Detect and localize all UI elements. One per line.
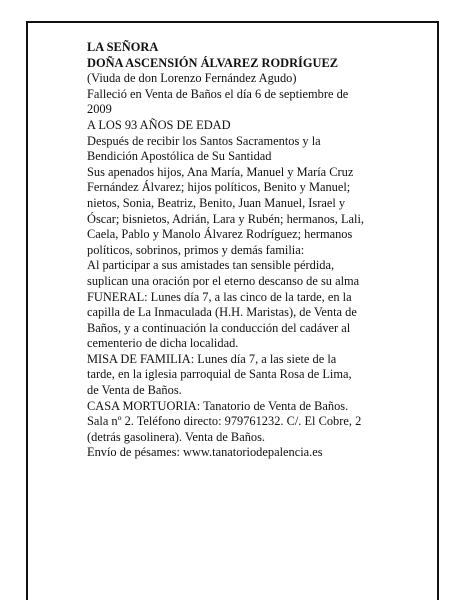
funeral-line: cementerio de dicha localidad. <box>87 336 239 351</box>
age-line: A LOS 93 AÑOS DE EDAD <box>87 117 231 132</box>
family-mass-line: tarde, en la iglesia parroquial de Santa Rosa de Lima, <box>87 367 352 382</box>
family-line: Caela, Pablo y Manolo Álvarez Rodríguez; hermanos <box>87 227 353 242</box>
prayer-request-line: suplican una oración por el eterno descanso de su alma <box>87 273 360 288</box>
family-mass-line: de Venta de Baños. <box>87 383 182 398</box>
family-line: Óscar; bisnietos, Adrián, Lara y Rubén; hermanos, Lali, <box>87 211 364 226</box>
death-date-line: Falleció en Venta de Baños el día 6 de septiembre de <box>87 86 349 101</box>
death-year-line: 2009 <box>87 102 112 117</box>
funeral-home-line: CASA MORTUORIA: Tanatorio de Venta de Baños. <box>87 398 349 413</box>
funeral-home-line: Sala nº 2. Teléfono directo: 979761232. C/. El Cobre, 2 <box>87 414 362 429</box>
family-line: políticos, sobrinos, primos y demás familia: <box>87 242 305 257</box>
funeral-line: FUNERAL: Lunes día 7, a las cinco de la tarde, en la <box>87 289 352 304</box>
family-line: Fernández Álvarez; hijos políticos, Benito y Manuel; <box>87 180 351 195</box>
family-mass-line: MISA DE FAMILIA: Lunes día 7, a las siete de la <box>87 351 337 366</box>
family-line: Sus apenados hijos, Ana María, Manuel y María Cruz <box>87 164 354 179</box>
condolences-line: Envío de pésames: www.tanatoriodepalencia.es <box>87 445 323 460</box>
widow-of-line: (Viuda de don Lorenzo Fernández Agudo) <box>87 71 297 86</box>
funeral-line: Baños, y a continuación la conducción del cadáver al <box>87 320 351 335</box>
family-line: nietos, Sonia, Beatriz, Benito, Juan Manuel, Israel y <box>87 195 346 210</box>
funeral-line: capilla de La Inmaculada (H.H. Maristas), de Venta de <box>87 305 357 320</box>
sacraments-line: Después de recibir los Santos Sacramentos y la <box>87 133 321 148</box>
sacraments-line: Bendición Apostólica de Su Santidad <box>87 149 272 164</box>
obituary-text <box>87 40 427 461</box>
funeral-home-line: (detrás gasolinera). Venta de Baños. <box>87 429 265 444</box>
deceased-name: DOÑA ASCENSIÓN ÁLVAREZ RODRÍGUEZ <box>87 55 338 70</box>
prayer-request-line: Al participar a sus amistades tan sensible pérdida, <box>87 258 335 273</box>
title-line: LA SEÑORA <box>87 40 159 54</box>
